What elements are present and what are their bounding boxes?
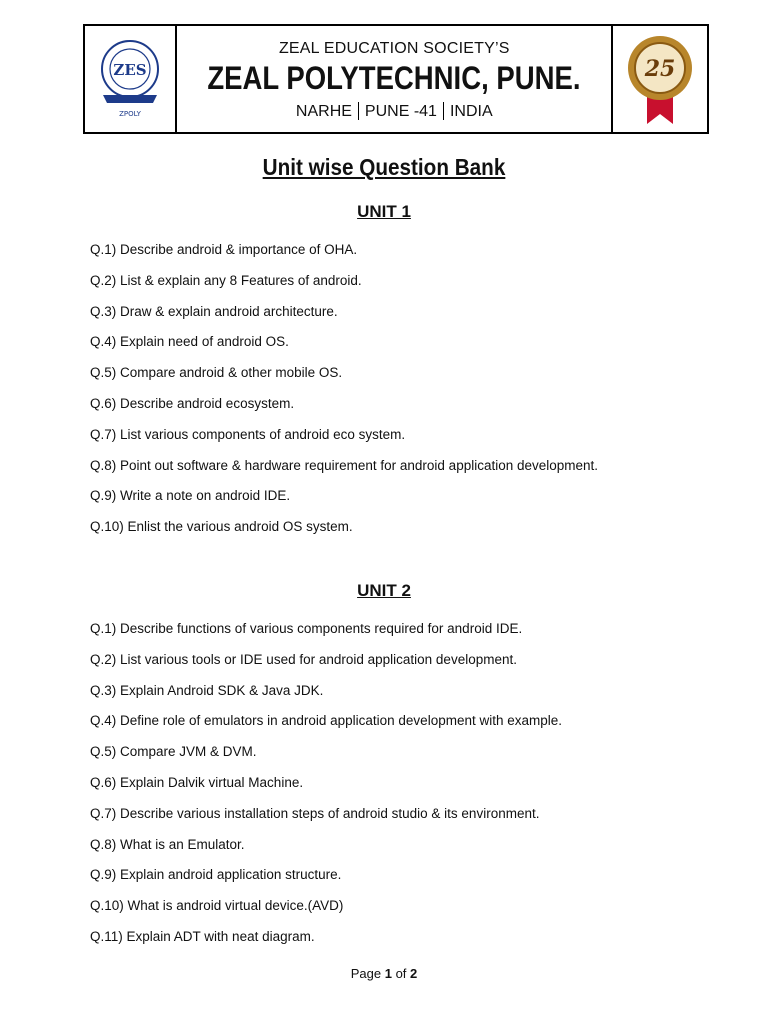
question-item: Q.5) Compare android & other mobile OS.	[90, 365, 343, 381]
document-title: Unit wise Question Bank	[262, 154, 506, 180]
letterhead	[83, 24, 709, 134]
unit-2-questions	[90, 620, 562, 959]
society-name: ZEAL EDUCATION SOCIETY’S	[278, 39, 510, 57]
question-item: Q.3) Draw & explain android architecture.	[90, 303, 338, 319]
unit-2-heading: UNIT 2	[357, 581, 411, 600]
svg-text:ZPOLY: ZPOLY	[119, 110, 142, 118]
question-item: Q.8) Point out software & hardware requirement for android application development.	[90, 457, 599, 473]
logo-cell	[85, 26, 177, 132]
address-country: INDIA	[449, 102, 493, 120]
page-of: of	[395, 966, 407, 981]
address-area: NARHE	[295, 102, 352, 120]
question-item: Q.10) Enlist the various android OS system.	[90, 519, 353, 535]
question-item: Q.9) Explain android application structure.	[90, 867, 342, 883]
address-city: PUNE -41	[364, 102, 437, 120]
question-item: Q.10) What is android virtual device.(AVD)	[90, 898, 344, 914]
question-item: Q.3) Explain Android SDK & Java JDK.	[90, 682, 324, 698]
svg-text:ZES: ZES	[113, 61, 147, 79]
question-item: Q.11) Explain ADT with neat diagram.	[90, 928, 315, 944]
unit-1-questions	[90, 241, 598, 549]
question-item: Q.7) Describe various installation steps of android studio & its environment.	[90, 805, 540, 821]
college-address	[296, 102, 493, 121]
anniversary-badge-icon	[625, 32, 695, 126]
page-label: Page	[350, 966, 382, 981]
page-current: 1	[384, 966, 392, 981]
question-item: Q.2) List various tools or IDE used for android application development.	[90, 651, 517, 667]
svg-text:25: 25	[644, 56, 676, 82]
unit-1-heading: UNIT 1	[357, 202, 411, 221]
title-cell	[177, 26, 611, 132]
question-item: Q.6) Describe android ecosystem.	[90, 395, 295, 411]
question-item: Q.1) Describe functions of various components required for android IDE.	[90, 621, 523, 636]
badge-cell	[611, 26, 707, 132]
question-item: Q.2) List & explain any 8 Features of android.	[90, 272, 362, 288]
college-name: ZEAL POLYTECHNIC, PUNE.	[207, 59, 581, 96]
question-item: Q.4) Define role of emulators in android application development with example.	[90, 713, 563, 729]
page-total: 2	[410, 966, 418, 981]
question-item: Q.1) Describe android & importance of OHA.	[90, 242, 358, 257]
page-footer	[0, 966, 768, 981]
question-item: Q.6) Explain Dalvik virtual Machine.	[90, 774, 304, 790]
question-item: Q.7) List various components of android eco system.	[90, 426, 406, 442]
question-item: Q.8) What is an Emulator.	[90, 836, 245, 852]
question-item: Q.5) Compare JVM & DVM.	[90, 744, 257, 760]
question-item: Q.4) Explain need of android OS.	[90, 334, 289, 350]
question-item: Q.9) Write a note on android IDE.	[90, 488, 291, 504]
zes-logo-icon	[95, 37, 165, 121]
